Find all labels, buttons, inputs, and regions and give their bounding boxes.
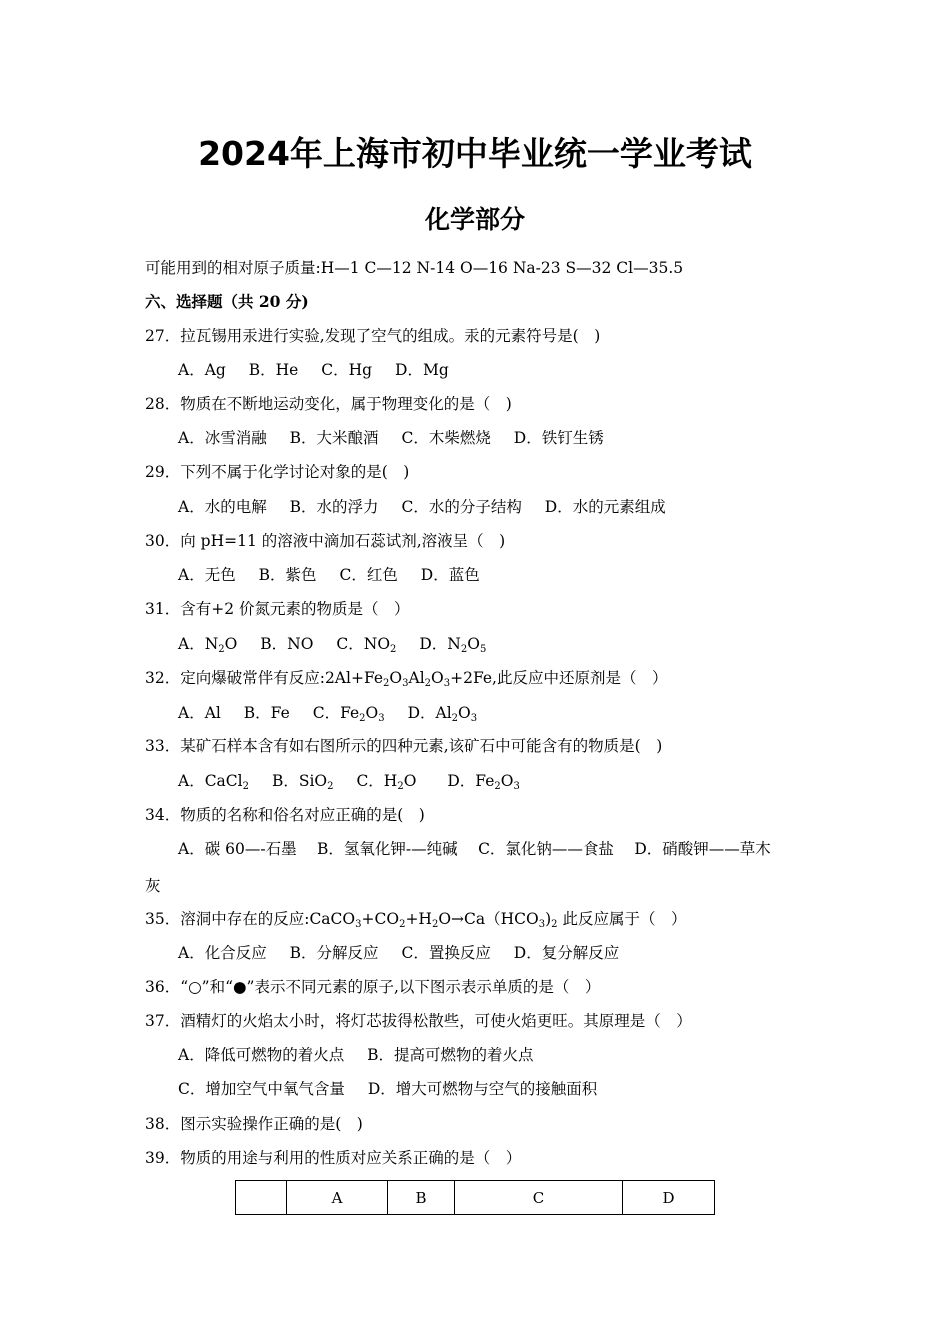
option-b: B．提高可燃物的着火点 [367, 1046, 534, 1064]
question-30-options [178, 564, 498, 586]
option-b: B．紫色 [258, 566, 317, 584]
option-d: D．$Al_2O_3$ [407, 704, 478, 724]
table-cell: A [287, 1181, 388, 1215]
question-33-options [178, 770, 538, 792]
question-27-options [178, 359, 467, 381]
option-b: B．分解反应 [289, 944, 379, 962]
table-cell: B [388, 1181, 455, 1215]
option-d: D．复分解反应 [513, 944, 620, 962]
option-c: C．置换反应 [401, 944, 491, 962]
question-37-options-row2 [178, 1078, 615, 1100]
question-34-options-wrap: 灰 [145, 877, 161, 895]
option-c: C．Hg [321, 361, 373, 379]
section-heading: 六、选择题（共 20 分) [145, 292, 309, 311]
option-d: D．蓝色 [420, 566, 480, 584]
option-b: B．SiO$_2$ [271, 772, 334, 792]
table-cell: C [455, 1181, 623, 1215]
option-d: D．水的元素组成 [544, 498, 666, 516]
question-29: 29．下列不属于化学讨论对象的是( ) [145, 463, 410, 481]
option-a: A．CaCl$_2$ [178, 772, 249, 792]
option-c: C．$H_2O$ [356, 772, 417, 792]
question-32-options [178, 702, 495, 724]
question-34-options: A．碳 60—-石墨 B．氢氧化钾-—纯碱 C．氯化钠——食盐 D．硝酸钾——草木 [178, 840, 771, 858]
option-d: D．$N_2O_5$ [419, 635, 487, 655]
question-29-options [178, 496, 684, 518]
table-cell [236, 1181, 287, 1215]
option-b: B．He [248, 361, 299, 379]
option-c: C．木柴燃烧 [401, 429, 491, 447]
table-cell: D [623, 1181, 715, 1215]
option-a: A．化合反应 [178, 944, 267, 962]
question-28: 28．物质在不断地运动变化，属于物理变化的是（ ) [145, 395, 512, 413]
question-39: 39．物质的用途与利用的性质对应关系正确的是（ ） [145, 1149, 522, 1167]
option-a: A．Ag [178, 361, 226, 379]
question-28-options [178, 427, 622, 449]
question-31: 31．含有+2 价氮元素的物质是（ ） [145, 600, 410, 618]
option-b: B．NO [260, 635, 314, 653]
option-a: A．无色 [178, 566, 236, 584]
question-36: 36．“○”和“●”表示不同元素的原子,以下图示表示单质的是（ ） [145, 978, 601, 996]
option-d: D．$Fe_2O_3$ [447, 772, 520, 792]
option-b: B．大米酿酒 [289, 429, 379, 447]
question-30: 30．向 pH=11 的溶液中滴加石蕊试剂,溶液呈（ ) [145, 532, 506, 550]
option-c: C．水的分子结构 [401, 498, 522, 516]
option-c: C．$Fe_2O_3$ [312, 704, 385, 724]
question-37: 37．酒精灯的火焰太小时，将灯芯拔得松散些，可使火焰更旺。其原理是（ ） [145, 1012, 692, 1030]
option-c: C．红色 [339, 566, 398, 584]
question-27: 27．拉瓦锡用汞进行实验,发现了空气的组成。汞的元素符号是( ) [145, 327, 601, 345]
question-38: 38．图示实验操作正确的是( ) [145, 1115, 363, 1133]
option-d: D．Mg [395, 361, 449, 379]
exam-title: 2024年上海市初中毕业统一学业考试 [198, 134, 752, 173]
option-a: A．冰雪消融 [178, 429, 267, 447]
question-39-table [235, 1180, 715, 1215]
question-31-options [178, 633, 504, 655]
option-a: A．$N_2O$ [178, 635, 238, 655]
option-b: B．Fe [243, 704, 290, 722]
option-a: A．水的电解 [178, 498, 267, 516]
option-a: A．降低可燃物的着火点 [178, 1046, 345, 1064]
option-d: D．增大可燃物与空气的接触面积 [367, 1080, 598, 1098]
question-32: 32．定向爆破常伴有反应$:2Al+Fe_2O_3Al_2O_3+2Fe$,此反应中还原剂是（ ） [145, 669, 668, 689]
option-d: D．铁钉生锈 [513, 429, 604, 447]
question-37-options-row1 [178, 1044, 552, 1066]
question-35-options [178, 942, 637, 964]
question-33: 33．某矿石样本含有如右图所示的四种元素,该矿石中可能含有的物质是( ) [145, 737, 663, 755]
option-a: A．Al [178, 704, 221, 722]
atomic-masses: 可能用到的相对原子质量:H—1 C—12 N-14 O—16 Na-23 S—32 Cl—35.5 [145, 259, 684, 277]
question-34: 34．物质的名称和俗名对应正确的是( ) [145, 806, 425, 824]
option-c: C．$NO_2$ [336, 635, 397, 655]
option-b: B．水的浮力 [289, 498, 379, 516]
question-35: 35．溶洞中存在的反应$:CaCO_3+CO_2+H_2O\to Ca(HCO_3)_2$ 此反应属于（ ） [145, 910, 687, 930]
exam-subtitle: 化学部分 [424, 205, 525, 234]
option-c: C．增加空气中氧气含量 [178, 1080, 345, 1098]
table-header-row [236, 1181, 715, 1215]
